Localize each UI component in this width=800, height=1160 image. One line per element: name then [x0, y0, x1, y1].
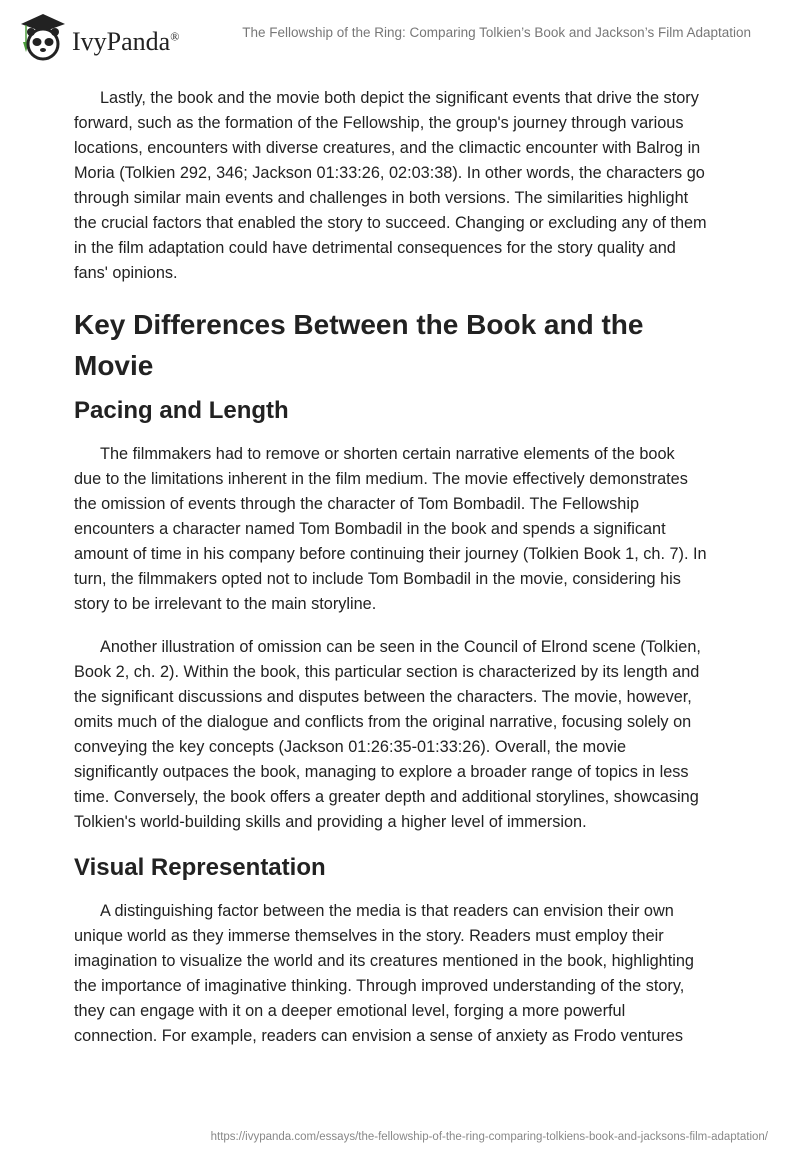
- text-line: Movie: [74, 350, 154, 381]
- text-line: the significant discussions and disputes between the characters. The movie, however,: [74, 688, 692, 706]
- text-line: imagination to visualize the world and its creatures mentioned in the book, highlighting: [74, 952, 694, 970]
- subsection-heading: [74, 853, 744, 883]
- text-line: turn, the filmmakers opted not to include Tom Bombadil in the movie, considering his: [74, 570, 681, 588]
- footer-url[interactable]: https://ivypanda.com/essays/the-fellowship-of-the-ring-comparing-tolkiens-book-and-jacksons-film-adaptation/: [210, 1131, 768, 1143]
- text-line: story to be irrelevant to the main storyline.: [74, 595, 377, 613]
- ivypanda-logo[interactable]: [20, 12, 179, 62]
- text-line: connection. For example, readers can envision a sense of anxiety as Frodo ventures: [74, 1027, 684, 1045]
- text-line: locations, encounters with diverse creatures, and the climactic encounter with Balrog in: [74, 139, 701, 157]
- paragraph: [74, 442, 744, 617]
- text-line: Another illustration of omission can be seen in the Council of Elrond scene (Tolkien,: [100, 638, 701, 656]
- text-line: they can engage with it on a deeper emotional level, forging a more powerful: [74, 1002, 626, 1020]
- text-line: the importance of imaginative thinking. Through improved understanding of the story,: [74, 977, 685, 995]
- text-line: in the film adaptation could have detrimental consequences for the story quality and: [74, 239, 676, 257]
- text-line: time. Conversely, the book offers a greater depth and additional storylines, showcasing: [74, 788, 699, 806]
- paragraph: [74, 899, 744, 1049]
- text-line: significantly outpaces the book, managing to explore a broader range of topics in less: [74, 763, 689, 781]
- subsection-heading: [74, 396, 744, 426]
- text-line: Tolkien's world-building skills and providing a higher level of immersion.: [74, 813, 587, 831]
- text-line: A distinguishing factor between the media is that readers can envision their own: [100, 902, 674, 920]
- text-line: Pacing and Length: [74, 397, 289, 424]
- panda-graduate-icon: [20, 12, 66, 62]
- text-line: unique world as they immerse themselves in the story. Readers must employ their: [74, 927, 664, 945]
- text-line: Lastly, the book and the movie both depict the significant events that drive the story: [100, 89, 699, 107]
- text-line: fans' opinions.: [74, 264, 178, 282]
- paragraph: [74, 86, 744, 286]
- text-line: due to the limitations inherent in the film medium. The movie effectively demonstrates: [74, 470, 688, 488]
- registered-mark: ®: [170, 29, 180, 44]
- text-line: encounters a character named Tom Bombadil in the book and spends a significant: [74, 520, 666, 538]
- text-line: Key Differences Between the Book and the: [74, 309, 644, 340]
- text-line: conveying the key concepts (Jackson 01:26:35-01:33:26). Overall, the movie: [74, 738, 627, 756]
- text-line: through similar main events and challenges in both versions. The similarities highlight: [74, 189, 689, 207]
- paragraph: [74, 635, 744, 835]
- text-line: the omission of events through the character of Tom Bombadil. The Fellowship: [74, 495, 640, 513]
- document-title: The Fellowship of the Ring: Comparing Tolkien’s Book and Jackson’s Film Adaptation: [242, 25, 751, 40]
- text-line: amount of time in his company before continuing their journey (Tolkien Book 1, ch. 7). In: [74, 545, 707, 563]
- text-line: Book 2, ch. 2). Within the book, this particular section is characterized by its length and: [74, 663, 700, 681]
- section-heading: [74, 304, 744, 386]
- text-line: Visual Representation: [74, 854, 326, 881]
- text-line: omits much of the dialogue and conflicts from the original narrative, focusing solely on: [74, 713, 692, 731]
- text-line: forward, such as the formation of the Fellowship, the group's journey through various: [74, 114, 684, 132]
- logo-name: IvyPanda: [72, 27, 171, 56]
- text-line: Moria (Tolkien 292, 346; Jackson 01:33:26, 02:03:38). In other words, the characters go: [74, 164, 705, 182]
- logo-text: [72, 27, 179, 57]
- text-line: The filmmakers had to remove or shorten certain narrative elements of the book: [100, 445, 675, 463]
- essay-content: [74, 86, 744, 1067]
- text-line: the crucial factors that enabled the story to succeed. Changing or excluding any of them: [74, 214, 707, 232]
